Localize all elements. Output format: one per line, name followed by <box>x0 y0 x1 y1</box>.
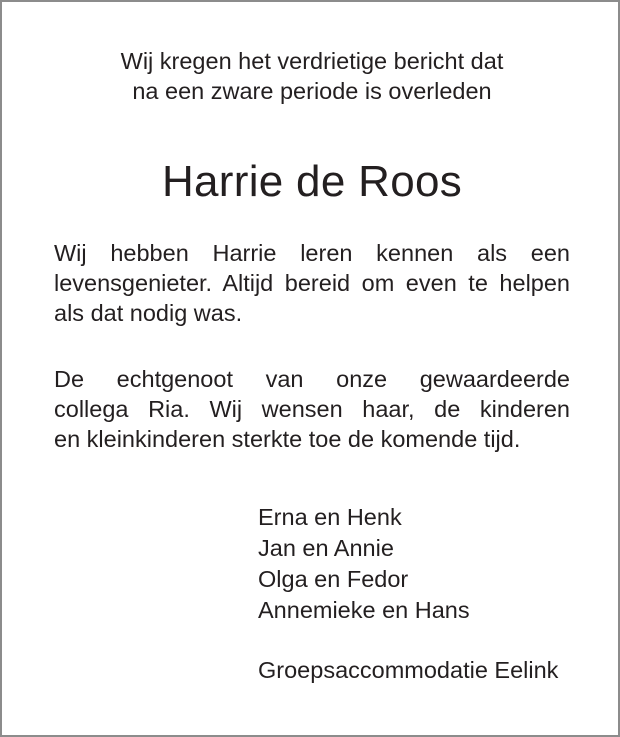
paragraph-1-line-2: levensgenieter. Altijd bereid om even te helpen <box>54 270 570 296</box>
signers-list <box>258 502 470 626</box>
intro-line-1: Wij kregen het verdrietige bericht dat <box>120 48 504 74</box>
organization-name: Groepsaccommodatie Eelink <box>258 657 559 683</box>
paragraph-2 <box>54 364 570 454</box>
paragraph-2-line-2: collega Ria. Wij wensen haar, de kinderen <box>54 396 570 422</box>
signer: Jan en Annie <box>258 535 394 561</box>
paragraph-1 <box>54 238 570 328</box>
intro-text <box>2 46 620 106</box>
deceased-name: Harrie de Roos <box>161 157 463 206</box>
intro-line-2: na een zware periode is overleden <box>132 78 492 104</box>
paragraph-1-line-3: als dat nodig was. <box>54 300 243 326</box>
paragraph-1-line-1: Wij hebben Harrie leren kennen als een <box>54 240 570 266</box>
signer: Erna en Henk <box>258 504 402 530</box>
paragraph-2-line-3: en kleinkinderen sterkte toe de komende tijd. <box>54 426 521 452</box>
signer: Annemieke en Hans <box>258 597 470 623</box>
signer: Olga en Fedor <box>258 566 409 592</box>
paragraph-2-line-1: De echtgenoot van onze gewaardeerde <box>54 366 570 392</box>
